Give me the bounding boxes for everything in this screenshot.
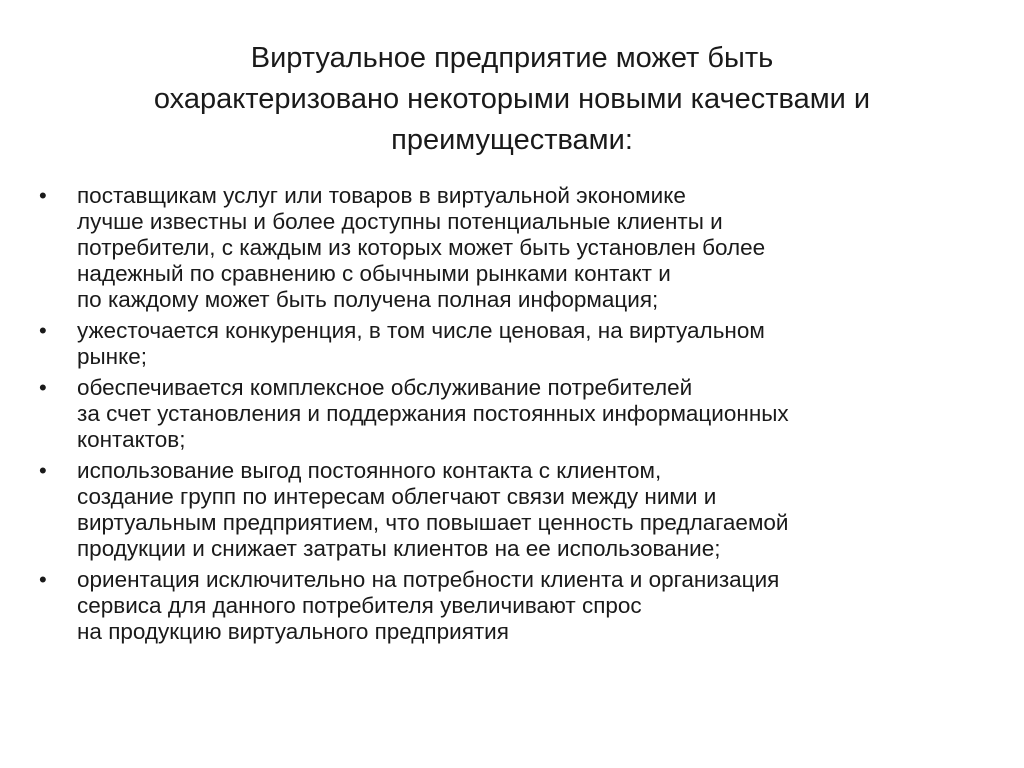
bullet-text [77,183,996,313]
bullet-item [36,375,996,453]
bullet-line: продукции и снижает затраты клиентов на ее использование; [77,536,721,561]
bullet-line: создание групп по интересам облегчают связи между ними и [77,484,717,509]
bullet-line: использование выгод постоянного контакта с клиентом, [77,458,662,483]
bullet-item [36,318,996,370]
bullet-dot-icon: • [39,183,47,208]
bullet-text [77,375,996,453]
title-line: охарактеризовано некоторыми новыми качествами и [153,83,871,115]
bullet-dot-icon: • [39,375,47,400]
bullet-line: за счет установления и поддержания постоянных информационных [77,401,789,426]
bullet-line: ужесточается конкуренция, в том числе ценовая, на виртуальном [77,318,765,343]
bullet-line: надежный по сравнению с обычными рынками контакт и [77,261,671,286]
bullet-line: рынке; [77,344,147,369]
bullet-line: обеспечивается комплексное обслуживание потребителей [77,375,693,400]
slide-title [60,38,964,161]
bullet-line: контактов; [77,427,186,452]
bullet-dot-icon: • [39,458,47,483]
bullet-item [36,567,996,645]
bullet-text [77,458,996,562]
bullet-item [36,458,996,562]
bullet-item [36,183,996,313]
bullet-dot-icon: • [39,567,47,592]
title-line: Виртуальное предприятие может быть [250,42,774,74]
bullet-line: виртуальным предприятием, что повышает ценность предлагаемой [77,510,789,535]
bullet-line: лучше известны и более доступны потенциальные клиенты и [77,209,723,234]
bullet-line: на продукцию виртуального предприятия [77,619,509,644]
bullet-line: ориентация исключительно на потребности клиента и организация [77,567,780,592]
bullet-text [77,567,996,645]
bullet-line: поставщикам услуг или товаров в виртуальной экономике [77,183,686,208]
bullet-line: сервиса для данного потребителя увеличивают спрос [77,593,642,618]
bullet-line: потребители, с каждым из которых может быть установлен более [77,235,766,260]
bullet-list [36,183,996,650]
title-line: преимуществами: [391,124,633,156]
bullet-text [77,318,996,370]
bullet-dot-icon: • [39,318,47,343]
bullet-line: по каждому может быть получена полная информация; [77,287,659,312]
